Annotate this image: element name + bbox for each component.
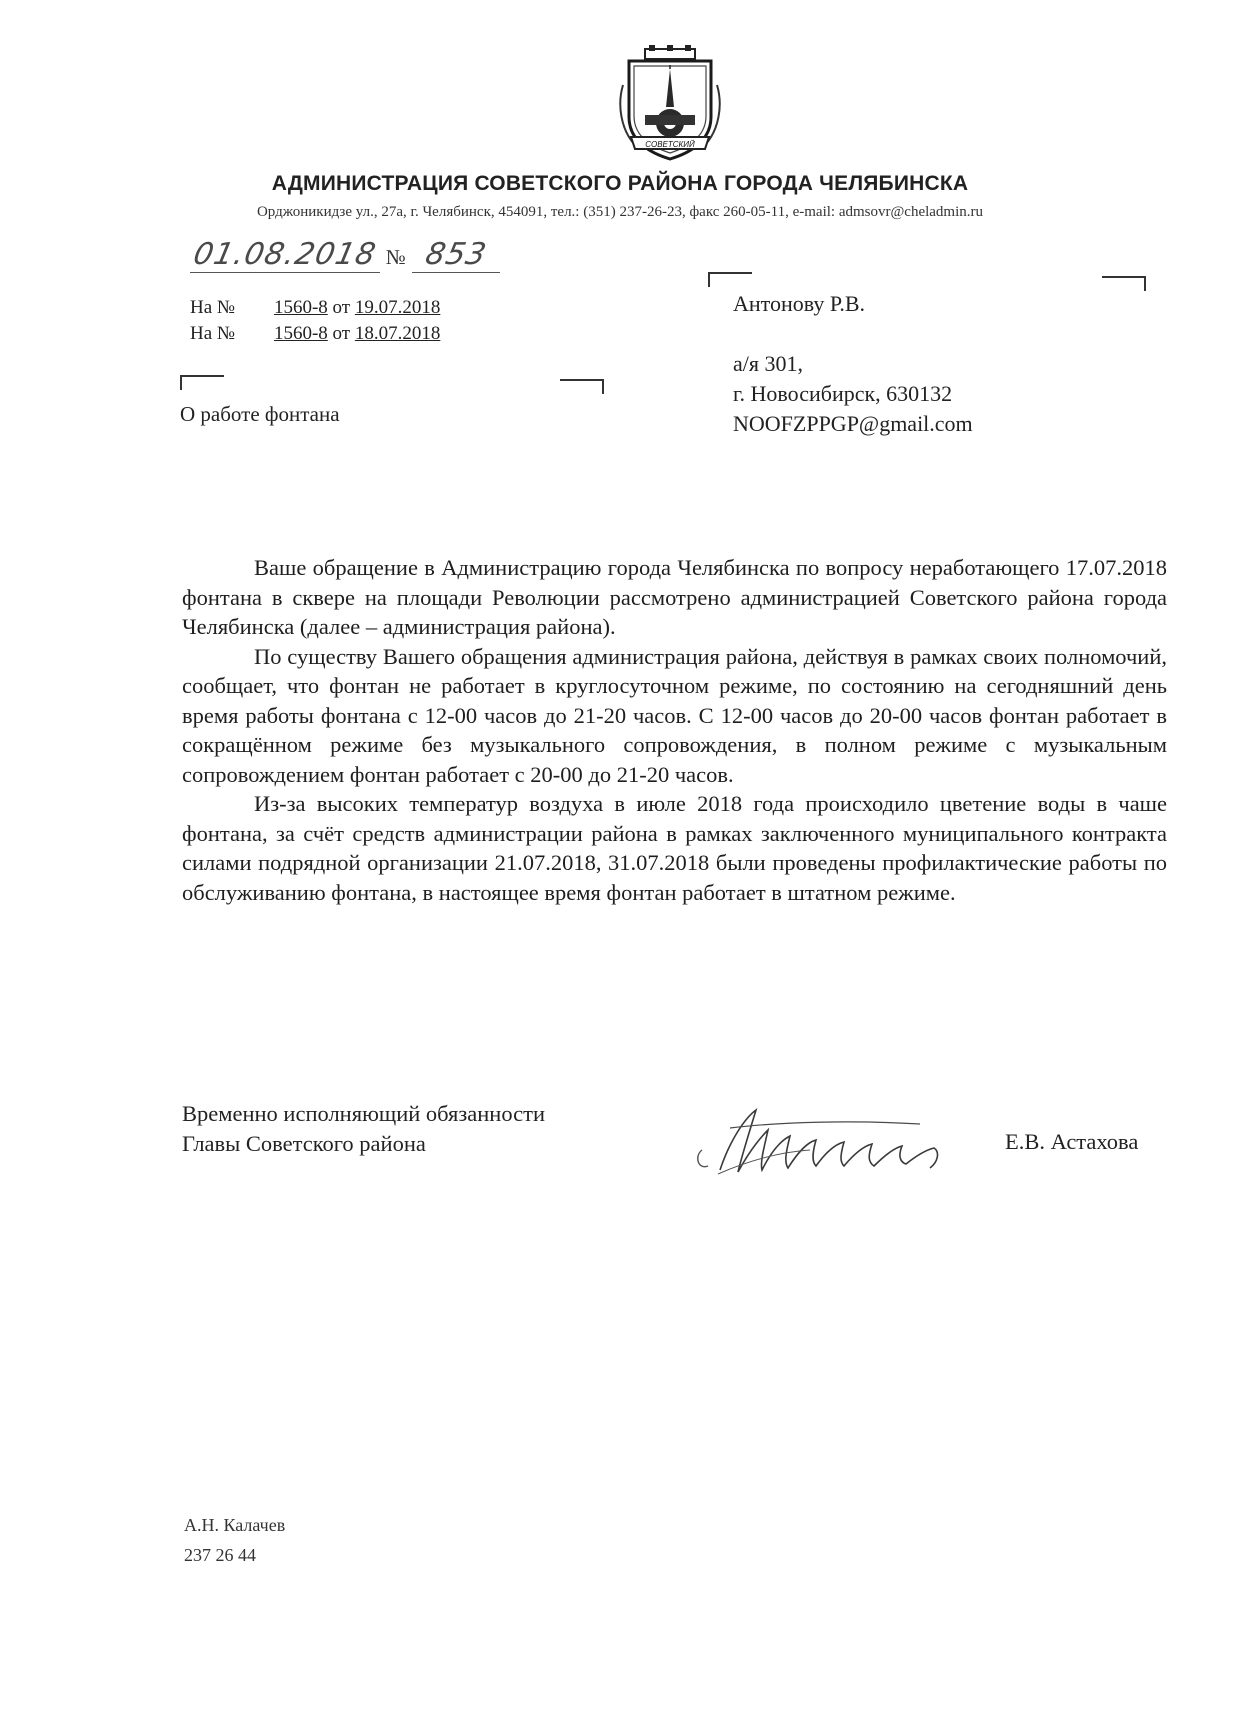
- reference-line-2: На № 1560-8 от 18.07.2018: [190, 323, 441, 344]
- outgoing-number: 853: [412, 237, 500, 273]
- body-paragraph: Из-за высоких температур воздуха в июле 2018 года происходило цветение воды в чаше фонтана, за счёт средств администрации района в рамках заключенного муниципального контракта силами подрядной организации 21.07.2018, 31.07.2018 были проведены профилактические работы по обслуживанию фонтана, в настоящее время фонтан работает в штатном режиме.: [182, 791, 1167, 905]
- organization-name: АДМИНИСТРАЦИЯ СОВЕТСКОГО РАЙОНА ГОРОДА ЧЕЛЯБИНСКА: [271, 172, 969, 195]
- outgoing-reference: [190, 237, 500, 277]
- reference-number: 1560-8: [273, 323, 328, 344]
- recipient-bracket-left: [708, 272, 752, 287]
- executor-name: А.Н. Калачев: [184, 1515, 286, 1535]
- organization-contacts: Орджоникидзе ул., 27а, г. Челябинск, 454091, тел.: (351) 237-26-23, факс 260-05-11, e-mail: admsovr@cheladmin.ru: [256, 204, 984, 220]
- body-paragraph: По существу Вашего обращения администрация района, действуя в рамках своих полномочий, сообщает, что фонтан не работает в круглосуточном режиме, по состоянию на сегодняшний день время работы фонтана с 12-00 часов до 21-20 часов. С 12-00 часов до 20-00 часов фонтан работает в сокращённом режиме без музыкального сопровождения, в полном режиме с музыкальным сопровождением фонтан работает с 20-00 до 21-20 часов.: [182, 643, 1167, 787]
- recipient-city: г. Новосибирск, 630132: [733, 381, 953, 406]
- recipient-po-box: а/я 301,: [733, 351, 803, 376]
- executor-phone: 237 26 44: [184, 1545, 256, 1565]
- reference-date: 19.07.2018: [354, 297, 441, 318]
- executor-block: [184, 1510, 285, 1570]
- letter-body: [182, 553, 1167, 907]
- signer-position: Временно исполняющий обязанности Главы Советского района: [182, 1101, 546, 1156]
- subject-bracket-left: [180, 375, 224, 390]
- handwritten-signature: [690, 1100, 975, 1180]
- reference-number: 1560-8: [273, 297, 328, 318]
- reference-date: 18.07.2018: [354, 323, 441, 344]
- recipient-email: NOOFZPPGP@gmail.com: [733, 411, 973, 436]
- number-sign: №: [385, 245, 406, 269]
- recipient-name: Антонову Р.В.: [733, 291, 866, 316]
- body-paragraph: Ваше обращение в Администрацию города Челябинска по вопросу неработающего 17.07.2018 фонтана в сквере на площади Революции рассмотрено администрацией Советского района города Челябинска (далее – администрация района).: [182, 555, 1167, 639]
- signer-name: Е.В. Астахова: [1005, 1129, 1139, 1154]
- reference-line-1: На № 1560-8 от 19.07.2018: [190, 297, 441, 318]
- outgoing-date: 01.08.2018: [190, 237, 380, 272]
- letter-subject: О работе фонтана: [180, 402, 340, 426]
- emblem-icon: [615, 45, 725, 163]
- subject-bracket-right: [560, 379, 604, 394]
- recipient-block: [733, 289, 973, 439]
- recipient-bracket-right: [1102, 276, 1146, 291]
- emblem-ribbon-text: СОВЕТСКИЙ: [645, 140, 695, 149]
